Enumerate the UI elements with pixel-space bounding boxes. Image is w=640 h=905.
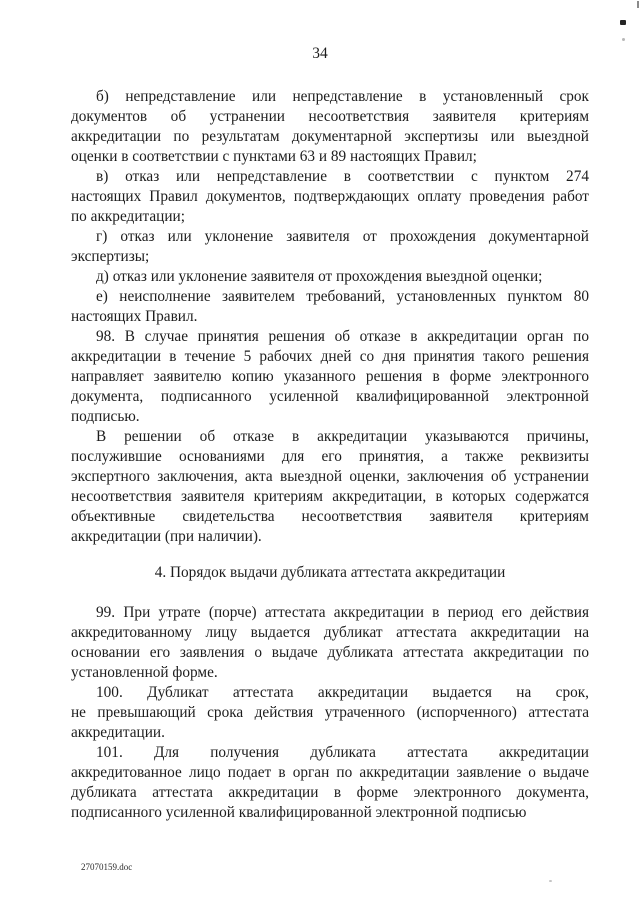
clause-100-line: не превышающий срока действия утраченного (испорченного) аттестата [71, 704, 589, 721]
item-b-line: документов об устранении несоответствия заявителя критериям [71, 108, 589, 125]
clause-98-line: направляет заявителю копию указанного решения в форме электронного [71, 368, 589, 385]
item-g-line: экспертизы; [71, 248, 150, 265]
clause-99-line: 99. При утрате (порче) аттестата аккредитации в период его действия [96, 604, 589, 621]
item-g-line: г) отказ или уклонение заявителя от прохождения документарной [96, 228, 589, 245]
item-e-line: е) неисполнение заявителем требований, установленных пунктом 80 [96, 288, 589, 305]
item-v-line: в) отказ или непредставление в соответствии с пунктом 274 [96, 168, 589, 185]
clause-98-2-line: аккредитации (при наличии). [71, 528, 262, 545]
clause-98-2-line: несоответствия заявителя критериям аккредитации, в которых содержатся [71, 488, 589, 505]
section-4-heading: 4. Порядок выдачи дубликата аттестата аккредитации [154, 564, 506, 581]
scan-artifact-corner-mark [637, 1, 639, 8]
clause-98-2-line: объективные свидетельства несоответствия заявителя критериям [71, 508, 589, 525]
clause-101-line: подписанного усиленной квалифицированной электронной подписью [71, 804, 527, 821]
clause-99-line: аккредитованному лицу выдается дубликат аттестата аккредитации на [71, 624, 589, 641]
clause-98-2-line: экспертного заключения, акта выездной оценки, заключения об устранении [71, 468, 589, 485]
clause-98-line: 98. В случае принятия решения об отказе в аккредитации орган по [96, 328, 589, 345]
scan-artifact-dot [620, 20, 626, 25]
clause-101-line: 101. Для получения дубликата аттестата аккредитации [96, 744, 589, 761]
item-v-line: по аккредитации; [71, 208, 185, 225]
document-body [71, 87, 589, 823]
item-e-line: настоящих Правил. [71, 308, 198, 325]
clause-99-line: установленной форме. [71, 664, 218, 681]
clause-101-line: дубликата аттестата аккредитации в форме электронного документа, [71, 784, 589, 801]
page-number: 34 [312, 45, 328, 62]
item-b-line: б) непредставление или непредставление в установленный срок [96, 88, 589, 105]
clause-101-line: аккредитованное лицо подает в орган по аккредитации заявление о выдаче [71, 764, 589, 781]
item-v-line: настоящих Правил документов, подтверждающих оплату проведения работ [71, 188, 589, 205]
scan-artifact-dot [622, 38, 625, 41]
clause-100-line: аккредитации. [71, 724, 165, 741]
footer-filename: 27070159.doc [81, 862, 133, 872]
item-b-line: аккредитации по результатам документарной экспертизы или выездной [71, 128, 589, 145]
clause-99-line: основании его заявления о выдаче дубликата аттестата аккредитации по [71, 644, 589, 661]
clause-98-2-line: послужившие основаниями для его принятия, а также реквизиты [71, 448, 589, 465]
clause-98-line: подписью. [71, 408, 140, 425]
clause-98-line: аккредитации в течение 5 рабочих дней со дня принятия такого решения [71, 348, 589, 365]
clause-100-line: 100. Дубликат аттестата аккредитации выдается на срок, [96, 684, 589, 701]
clause-98-2-line: В решении об отказе в аккредитации указываются причины, [96, 428, 589, 445]
item-b-line: оценки в соответствии с пунктами 63 и 89 настоящих Правил; [71, 148, 477, 165]
item-d-line: д) отказ или уклонение заявителя от прохождения выездной оценки; [96, 268, 543, 285]
clause-98-line: документа, подписанного усиленной квалифицированной электронной [71, 388, 589, 405]
scan-artifact-dot [549, 880, 552, 882]
